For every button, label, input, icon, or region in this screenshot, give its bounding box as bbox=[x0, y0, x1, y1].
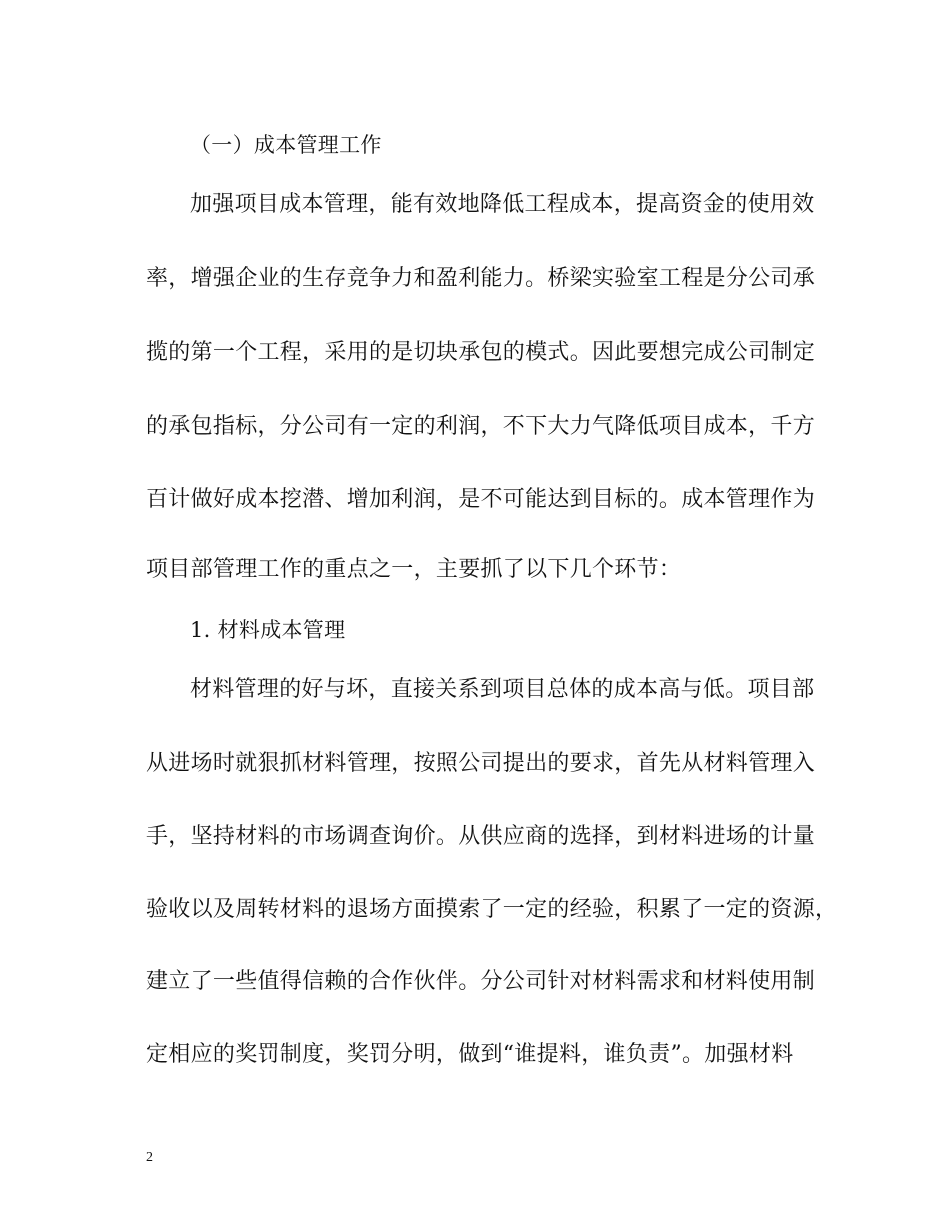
paragraph-line: 验收以及周转材料的退场方面摸索了一定的经验，积累了一定的资源， bbox=[146, 897, 838, 922]
paragraph-line: 率，增强企业的生存竞争力和盈利能力。桥梁实验室工程是分公司承 bbox=[146, 266, 816, 291]
paragraph-line: 加强项目成本管理，能有效地降低工程成本，提高资金的使用效 bbox=[190, 192, 815, 217]
paragraph-line: 百计做好成本挖潜、增加利润，是不可能达到目标的。成本管理作为 bbox=[146, 487, 816, 512]
paragraph-line: 建立了一些值得信赖的合作伙伴。分公司针对材料需求和材料使用制 bbox=[146, 969, 816, 994]
paragraph-line: 揽的第一个工程，采用的是切块承包的模式。因此要想完成公司制定 bbox=[146, 340, 816, 365]
paragraph-line: 的承包指标，分公司有一定的利润，不下大力气降低项目成本，千方 bbox=[146, 414, 816, 439]
paragraph-line: 项目部管理工作的重点之一，主要抓了以下几个环节： bbox=[146, 557, 682, 582]
page-number: 2 bbox=[146, 1150, 153, 1165]
paragraph-line: 材料管理的好与坏，直接关系到项目总体的成本高与低。项目部 bbox=[190, 677, 815, 702]
paragraph-line: 手，坚持材料的市场调查询价。从供应商的选择，到材料进场的计量 bbox=[146, 824, 816, 849]
section-heading: （一）成本管理工作 bbox=[190, 133, 382, 157]
subheading: 1. 材料成本管理 bbox=[190, 618, 346, 642]
paragraph-line: 定相应的奖罚制度，奖罚分明，做到“谁提料，谁负责”。加强材料 bbox=[146, 1042, 794, 1067]
paragraph-line: 从进场时就狠抓材料管理，按照公司提出的要求，首先从材料管理入 bbox=[146, 751, 816, 776]
